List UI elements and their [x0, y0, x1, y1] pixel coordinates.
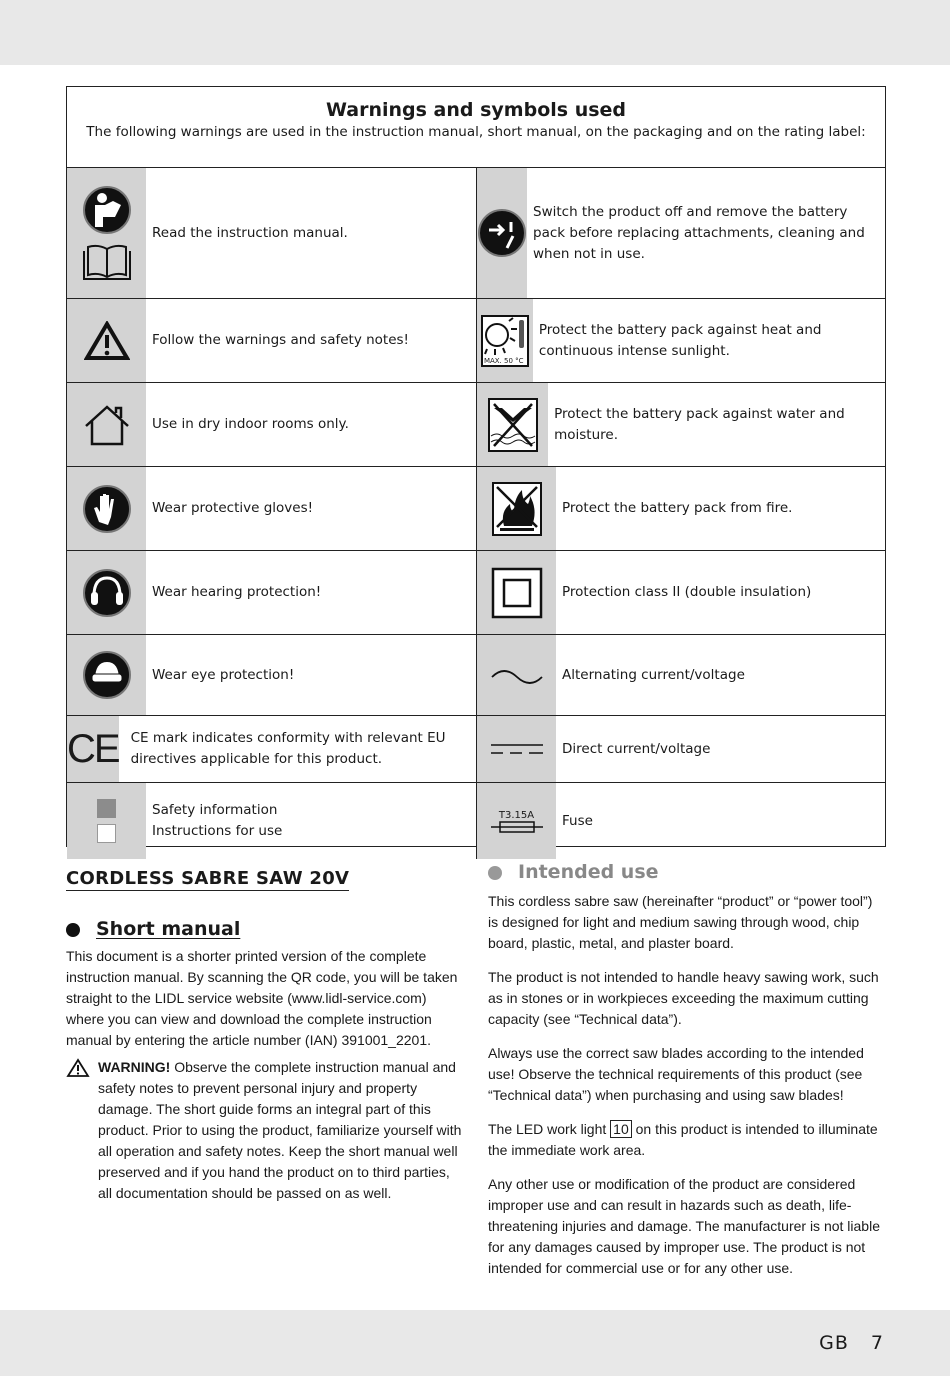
fuse-icon-label: T3.15A [498, 809, 535, 821]
fuse-icon [490, 821, 544, 833]
table-row [67, 783, 885, 859]
bullet-icon [66, 923, 80, 937]
read-manual-icon [82, 185, 132, 235]
part-reference-number: 10 [610, 1120, 632, 1138]
symbol-description: Alternating current/voltage [562, 666, 745, 683]
eye-protection-icon [82, 650, 132, 700]
water-protection-icon [488, 398, 538, 452]
symbol-description: Protection class II (double insulation) [562, 584, 812, 600]
symbol-description: Wear eye protection! [152, 666, 295, 683]
protection-class-ii-icon [491, 567, 543, 619]
symbol-description: Protect the battery pack against water and moisture. [554, 405, 845, 443]
warnings-symbols-table [66, 86, 886, 847]
warning-label: WARNING! [98, 1059, 171, 1075]
symbol-description: Use in dry indoor rooms only. [152, 416, 349, 432]
table-row [67, 383, 885, 467]
intended-use-p4: The LED work light 10 on this product is intended to illuminate the immediate work area. [488, 1121, 878, 1158]
symbol-description: Fuse [562, 812, 593, 829]
top-band [0, 0, 950, 65]
symbol-description: Wear hearing protection! [152, 584, 322, 600]
table-row [67, 168, 885, 299]
warning-block [66, 1057, 462, 1204]
symbol-description: Safety information [152, 802, 278, 818]
protective-gloves-icon [82, 484, 132, 534]
symbol-description: Protect the battery pack from fire. [562, 500, 793, 516]
short-manual-text: This document is a shorter printed version of the complete instruction manual. By scanning the QR code, you will be taken straight to the LIDL service website (www.lidl-service.com) where you can view and download the complete instruction manual by entering the article number (IAN) 391001_2201. [66, 948, 458, 1048]
warning-text: Observe the complete instruction manual and safety notes to prevent personal injury and property damage. The short guide forms an integral part of this product. Prior to using the product, familiarize yourself with all operation and safety notes. Keep the short manual well preserved and if you hand the product on to third parties, all documentation should be passed on as well. [98, 1059, 462, 1201]
safety-information-swatch [97, 799, 116, 818]
table-row [67, 551, 885, 635]
switch-off-remove-battery-icon [477, 208, 527, 258]
intended-use-heading: Intended use [488, 862, 880, 883]
bullet-icon [488, 866, 502, 880]
table-row [67, 467, 885, 551]
table-title: Warnings and symbols used [325, 99, 627, 121]
table-row [67, 716, 885, 783]
alternating-current-icon [490, 665, 544, 685]
language-code: GB [819, 1332, 849, 1354]
symbol-description: Direct current/voltage [562, 740, 711, 757]
short-manual-heading: Short manual [66, 919, 462, 940]
product-title: CORDLESS SABRE SAW 20V [66, 868, 350, 889]
indoor-house-icon [83, 404, 131, 446]
heat-icon-label: MAX. 50 °C [483, 356, 524, 365]
table-row [67, 299, 885, 383]
intended-use-p3: Always use the correct saw blades according to the intended use! Observe the technical requirements of this product (see “Technical data”) when purchasing and using saw blades! [488, 1045, 864, 1103]
symbol-description: Switch the product off and remove the battery pack before replacing attachments, cleaning and when not in use. [533, 203, 865, 262]
intended-use-p5: Any other use or modification of the product are considered improper use and can result in hazards such as death, life-threatening injuries and damage. The manufacturer is not liable for any damages caused by improper use. The product is not intended for commercial use or for any other use. [488, 1176, 880, 1276]
symbol-description: Protect the battery pack against heat and continuous intense sunlight. [538, 321, 822, 359]
table-row [67, 635, 885, 716]
intended-use-p1: This cordless sabre saw (hereinafter “product” or “power tool”) is designed for light and medium sawing through wood, chip board, plastic, metal, and plaster board. [488, 893, 873, 951]
symbol-description: CE mark indicates conformity with relevant EU directives applicable for this product. [130, 730, 446, 767]
symbol-description: Wear protective gloves! [152, 500, 314, 516]
symbol-description: Instructions for use [152, 823, 283, 839]
page-footer [797, 1332, 884, 1354]
book-icon [82, 241, 132, 281]
warning-triangle-icon [66, 1058, 90, 1078]
table-header [67, 99, 885, 168]
left-column [66, 868, 462, 1204]
ce-mark-icon: CE [67, 726, 119, 771]
fire-protection-icon [492, 482, 542, 536]
right-column [488, 862, 880, 1292]
heat-sunlight-icon [481, 315, 529, 367]
hearing-protection-icon [82, 568, 132, 618]
warning-triangle-icon [84, 321, 130, 361]
symbol-description: Follow the warnings and safety notes! [152, 332, 409, 348]
page-number: 7 [870, 1332, 884, 1354]
instructions-swatch [97, 824, 116, 843]
symbol-description: Read the instruction manual. [152, 224, 348, 241]
intended-use-p2: The product is not intended to handle heavy sawing work, such as in stones or in workpieces exceeding the maximum cutting capacity (see “Technical data”). [488, 969, 879, 1027]
table-subtitle: The following warnings are used in the instruction manual, short manual, on the packaging and on the rating label: [86, 124, 866, 140]
direct-current-icon [490, 742, 544, 756]
